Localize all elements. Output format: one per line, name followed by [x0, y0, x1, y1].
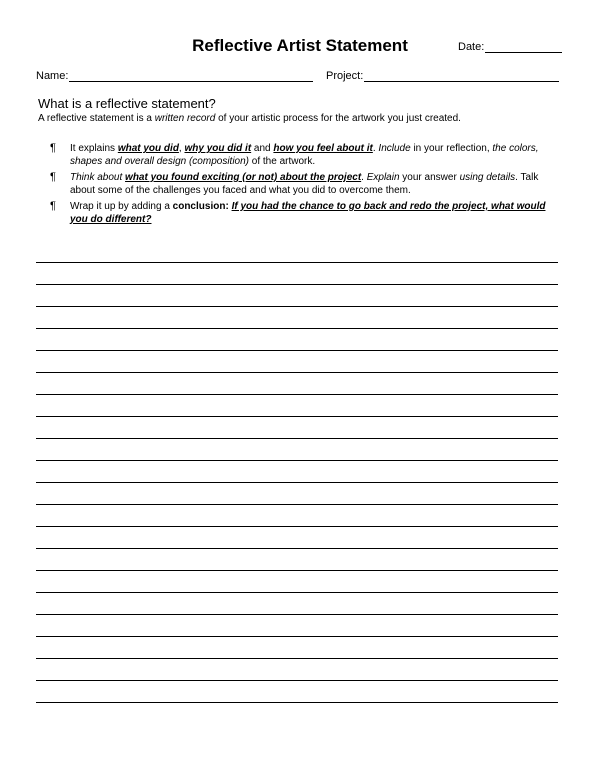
- intro-text: A reflective statement is a written record of your artistic process for the artwork you just created.: [38, 113, 461, 124]
- writing-line[interactable]: [36, 373, 558, 395]
- writing-line[interactable]: [36, 395, 558, 417]
- list-item: ¶ Wrap it up by adding a conclusion: If you had the chance to go back and redo the project, what would you do different?: [50, 200, 546, 225]
- name-field[interactable]: [36, 70, 313, 82]
- writing-line[interactable]: [36, 439, 558, 461]
- project-blank-line[interactable]: [364, 71, 559, 82]
- instruction-list: [50, 142, 562, 229]
- writing-line[interactable]: [36, 483, 558, 505]
- writing-line[interactable]: [36, 329, 558, 351]
- project-field[interactable]: [326, 70, 559, 82]
- writing-area[interactable]: [36, 241, 558, 703]
- name-blank-line[interactable]: [69, 71, 313, 82]
- pilcrow-icon: ¶: [50, 142, 56, 154]
- date-label: Date:: [458, 41, 485, 53]
- writing-line[interactable]: [36, 593, 558, 615]
- writing-line[interactable]: [36, 549, 558, 571]
- writing-line[interactable]: [36, 461, 558, 483]
- writing-line[interactable]: [36, 681, 558, 703]
- project-label: Project:: [326, 70, 364, 82]
- date-blank-line[interactable]: [485, 42, 562, 53]
- list-item: ¶ Think about what you found exciting (or not) about the project. Explain your answer using details. Talk about some of the challenges you faced and what you did to overcome them.: [50, 171, 539, 196]
- writing-line[interactable]: [36, 505, 558, 527]
- date-field[interactable]: [458, 41, 562, 53]
- writing-line[interactable]: [36, 571, 558, 593]
- writing-line[interactable]: [36, 527, 558, 549]
- writing-line[interactable]: [36, 241, 558, 263]
- list-item: ¶ It explains what you did, why you did it and how you feel about it. Include in your reflection, the colors, shapes and overall design (composition) of the artwork.: [50, 142, 539, 167]
- page-title: Reflective Artist Statement: [192, 36, 408, 55]
- name-label: Name:: [36, 70, 69, 82]
- writing-line[interactable]: [36, 263, 558, 285]
- writing-line[interactable]: [36, 285, 558, 307]
- writing-line[interactable]: [36, 307, 558, 329]
- writing-line[interactable]: [36, 417, 558, 439]
- pilcrow-icon: ¶: [50, 171, 56, 183]
- writing-line[interactable]: [36, 659, 558, 681]
- writing-line[interactable]: [36, 615, 558, 637]
- section-heading: What is a reflective statement?: [38, 96, 216, 111]
- writing-line[interactable]: [36, 351, 558, 373]
- pilcrow-icon: ¶: [50, 200, 56, 212]
- writing-line[interactable]: [36, 637, 558, 659]
